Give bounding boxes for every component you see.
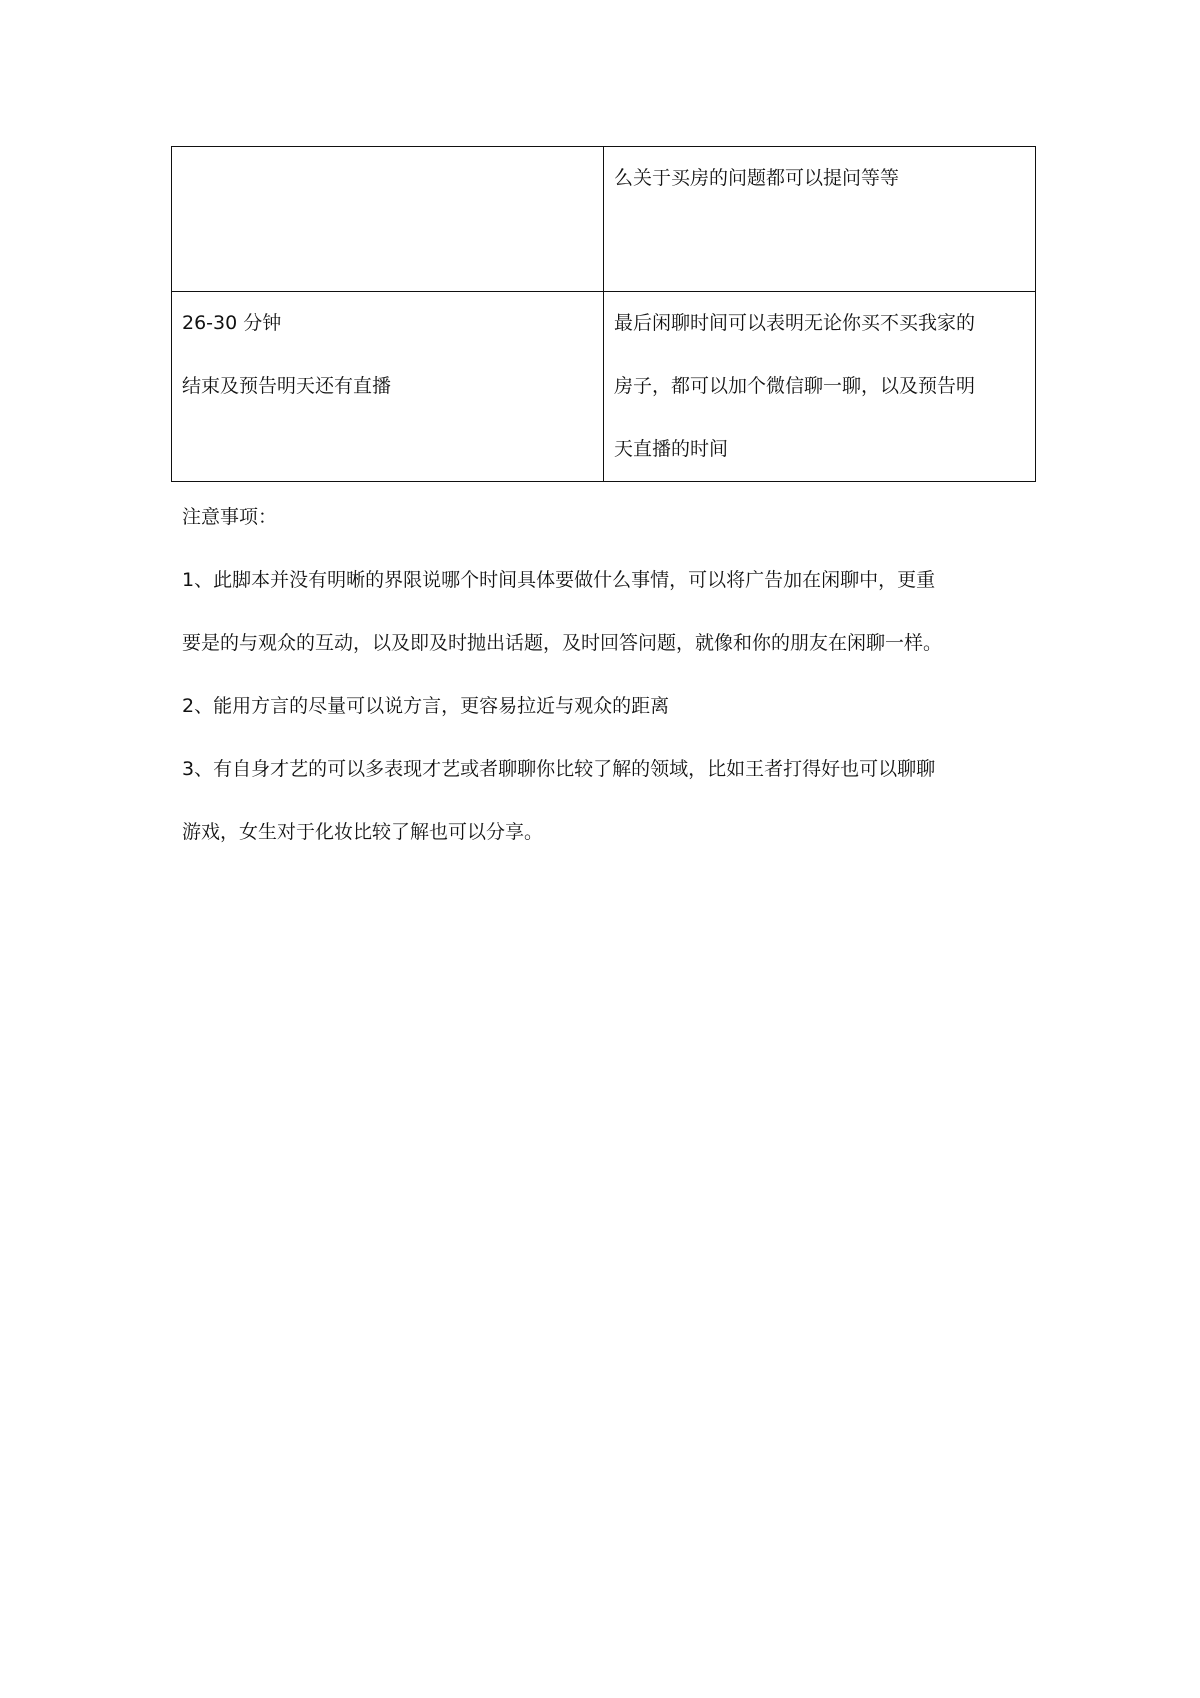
table-row xyxy=(172,147,1036,292)
note-line: 3、有自身才艺的可以多表现才艺或者聊聊你比较了解的领域，比如王者打得好也可以聊聊 xyxy=(182,758,936,780)
note-line: 1、此脚本并没有明晰的界限说哪个时间具体要做什么事情，可以将广告加在闲聊中，更重 xyxy=(182,569,936,591)
notes-section xyxy=(182,486,1042,864)
cell-text: 房子，都可以加个微信聊一聊，以及预告明 xyxy=(614,375,976,397)
notes-title: 注意事项： xyxy=(182,506,278,528)
note-line: 2、能用方言的尽量可以说方言，更容易拉近与观众的距离 xyxy=(182,695,670,717)
time-cell xyxy=(172,147,604,292)
cell-text: 天直播的时间 xyxy=(614,438,729,460)
cell-text: 么关于买房的问题都可以提问等等 xyxy=(614,167,900,189)
cell-text: 最后闲聊时间可以表明无论你买不买我家的 xyxy=(614,312,976,334)
note-line: 要是的与观众的互动，以及即及时抛出话题，及时回答问题，就像和你的朋友在闲聊一样。 xyxy=(182,632,943,654)
content-cell xyxy=(604,147,1036,292)
content-cell xyxy=(604,292,1036,482)
cell-text: 26-30 分钟 xyxy=(182,312,282,334)
note-line: 游戏，女生对于化妆比较了解也可以分享。 xyxy=(182,821,544,843)
table-row xyxy=(172,292,1036,482)
time-cell xyxy=(172,292,604,482)
cell-text: 结束及预告明天还有直播 xyxy=(182,375,392,397)
script-table xyxy=(171,146,1036,482)
